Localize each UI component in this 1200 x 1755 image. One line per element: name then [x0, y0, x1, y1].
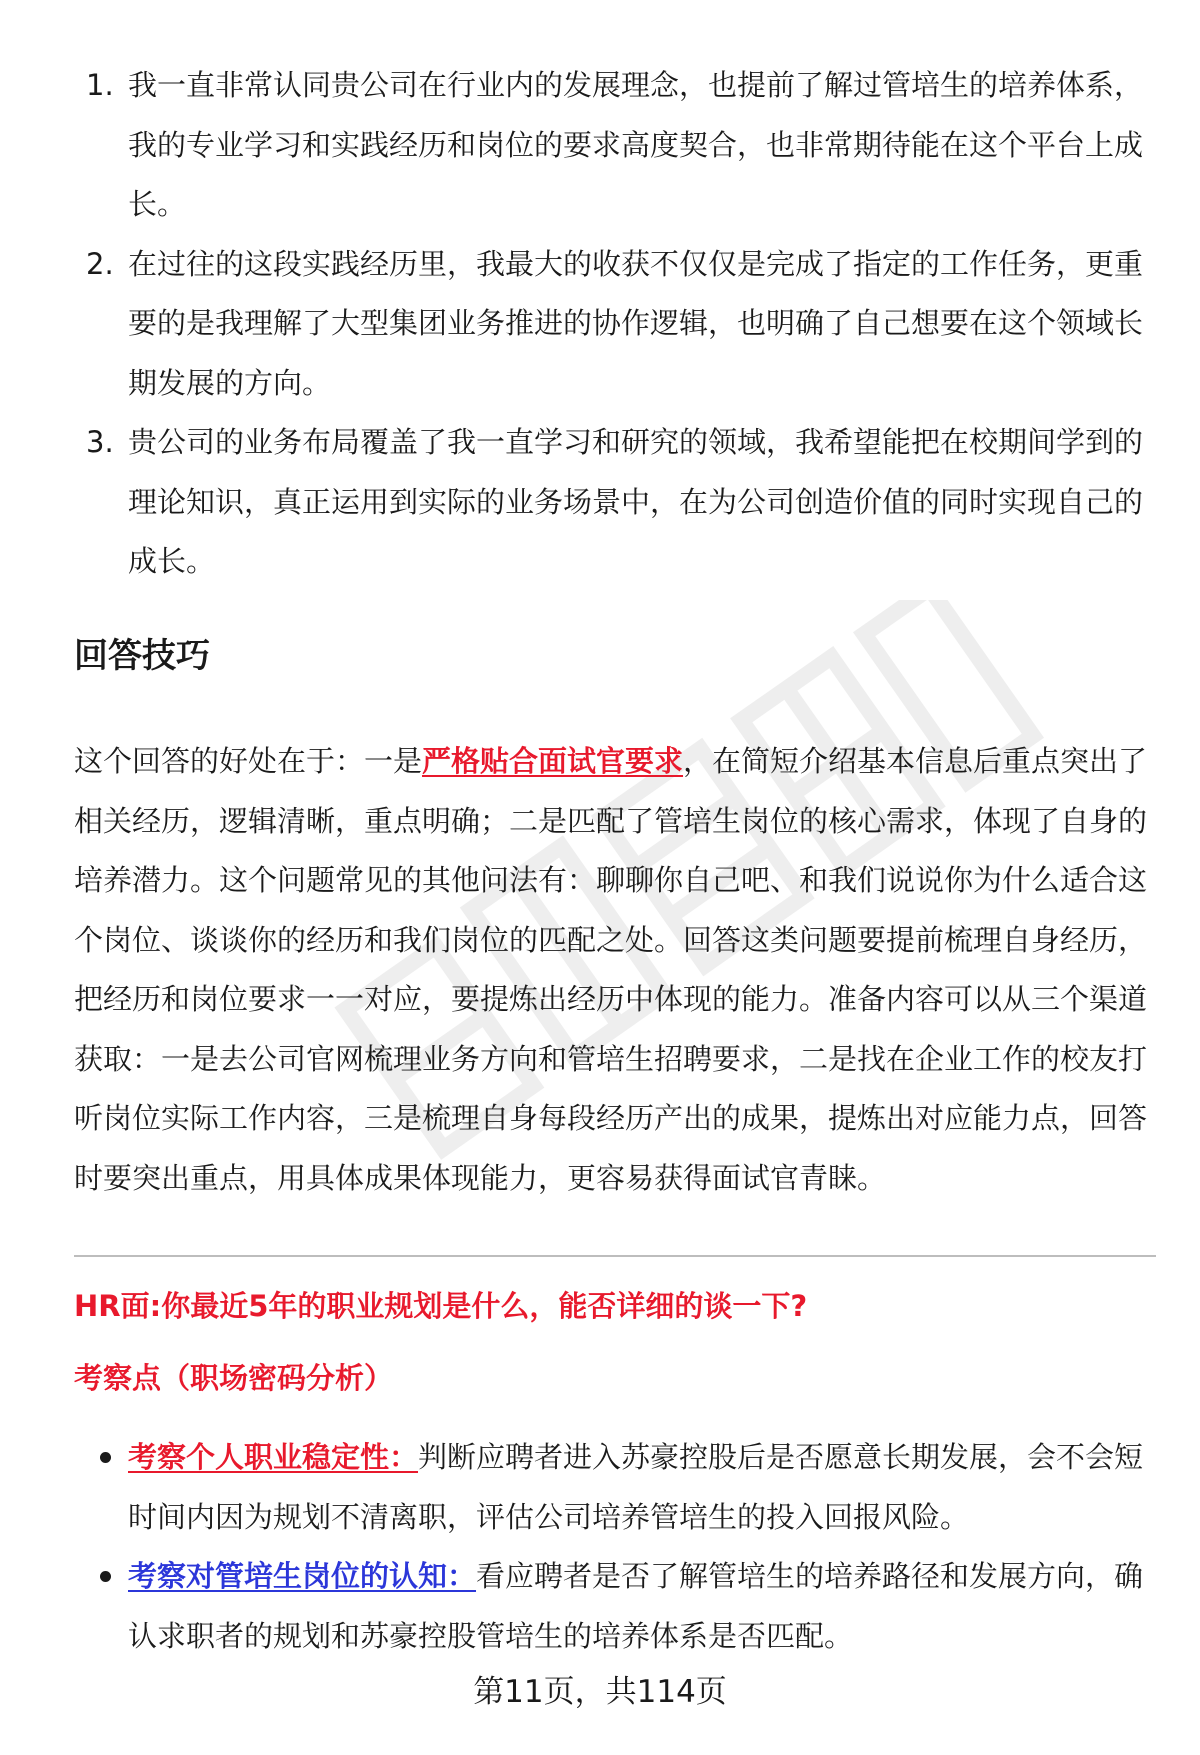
answer-item-text: 贵公司的业务布局覆盖了我一直学习和研究的领域，我希望能把在校期间学到的理论知识，真正运用到实际的业务场景中，在为公司创造价值的同时实现自己的成长。 — [128, 425, 1144, 578]
question-subtitle: 考察点（职场密码分析） — [74, 1361, 394, 1395]
question-title: HR面:你最近5年的职业规划是什么，能否详细的谈一下? — [74, 1289, 808, 1323]
tips-heading: 回答技巧 — [74, 636, 210, 676]
bullet-icon — [100, 1571, 111, 1582]
section-divider — [74, 1255, 1156, 1257]
assessment-keyword: 考察对管培生岗位的认知： — [128, 1559, 477, 1593]
assessment-point — [74, 1547, 1154, 1666]
answer-item-3 — [74, 413, 1144, 592]
answer-item-text: 我一直非常认同贵公司在行业内的发展理念，也提前了解过管培生的培养体系，我的专业学习和实践经历和岗位的要求高度契合，也非常期待能在这个平台上成长。 — [128, 68, 1144, 221]
answer-item-number: 3. — [86, 425, 114, 459]
assessment-keyword: 考察个人职业稳定性： — [128, 1440, 419, 1474]
answer-item-text: 在过往的这段实践经历里，我最大的收获不仅仅是完成了指定的工作任务，更重要的是我理解了大型集团业务推进的协作逻辑，也明确了自己想要在这个领域长期发展的方向。 — [128, 246, 1144, 400]
tips-paragraph — [74, 732, 1154, 1208]
assessment-points-list — [74, 1428, 1154, 1666]
answer-item-number: 1. — [86, 68, 114, 102]
answer-item-1 — [74, 56, 1144, 235]
bullet-icon — [100, 1452, 111, 1463]
tips-highlight: 严格贴合面试官要求 — [422, 744, 684, 778]
assessment-text: 判断应聘者进入苏豪控股后是否愿意长期发展，会不会短时间内因为规划不清离职，评估公司培养管培生的投入回报风险。 — [128, 1440, 1144, 1534]
answer-item-2 — [74, 235, 1144, 414]
answer-list — [74, 56, 1144, 592]
assessment-text: 看应聘者是否了解管培生的培养路径和发展方向，确认求职者的规划和苏豪控股管培生的培养体系是否匹配。 — [128, 1559, 1144, 1653]
assessment-point — [74, 1428, 1154, 1547]
page-number: 第11页，共114页 — [473, 1674, 727, 1710]
tips-text-after: ，在简短介绍基本信息后重点突出了相关经历，逻辑清晰，重点明确；二是匹配了管培生岗位的核心需求，体现了自身的培养潜力。这个问题常见的其他问法有：聊聊你自己吧、和我们说说你为什么适合这个岗位、谈谈你的经历和我们岗位的匹配之处。回答这类问题要提前梳理自身经历，把经历和岗位要求一一对应，要提炼出经历中体现的能力。准备内容可以从三个渠道获取：一是去公司官网梳理业务方向和管培生招聘要求，二是找在企业工作的校友打听岗位实际工作内容，三是梳理自身每段经历产出的成果，提炼出对应能力点，回答时要突出重点，用具体成果体现能力，更容易获得面试官青睐。 — [74, 744, 1148, 1195]
tips-text-before: 这个回答的好处在于：一是 — [74, 744, 423, 778]
answer-item-number: 2. — [86, 246, 114, 281]
